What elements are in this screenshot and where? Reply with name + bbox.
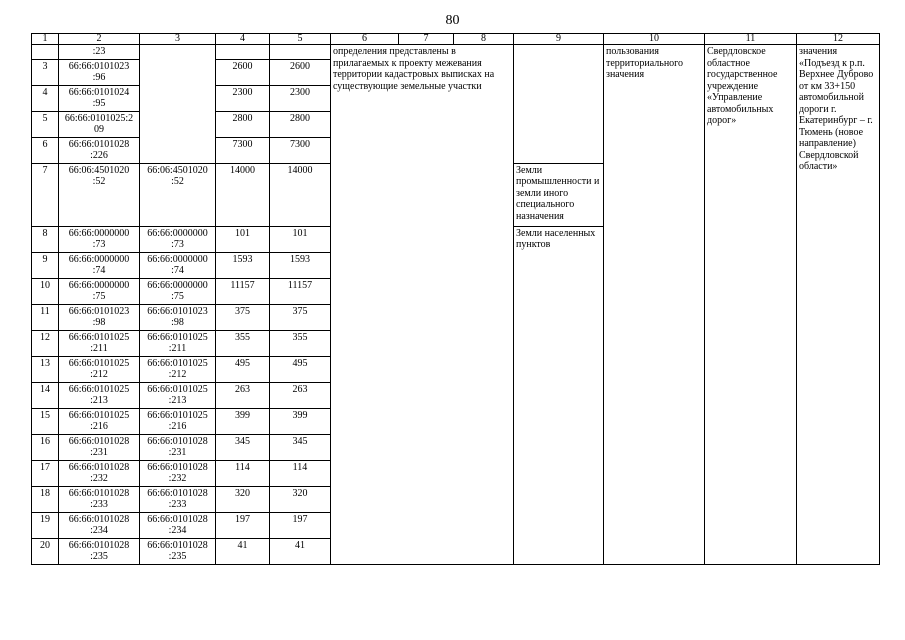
area-cell: 114 (270, 460, 331, 486)
area-cell: 2800 (216, 111, 270, 137)
row-number-cell: 14 (32, 382, 59, 408)
road-name-cell: значения «Подъезд к р.п. Верхнее Дуброво от км 33+150 автомобильной дороги г. Екатеринбург – г. Тюмень (новое направление) Свердловской области» (797, 45, 880, 565)
cadastral-number-cell: 66:66:0101025 :212 (59, 356, 140, 382)
cadastral-number-cell: 66:66:0101024 :95 (59, 85, 140, 111)
row-number-cell: 18 (32, 486, 59, 512)
area-cell: 2300 (216, 85, 270, 111)
row-number-cell: 3 (32, 59, 59, 85)
land-category-cell: Земли населенных пунктов (514, 226, 604, 564)
header-cell-6: 6 (331, 34, 399, 45)
cadastral-number-cell: 66:66:0000000 :73 (59, 226, 140, 252)
land-category-cell: Земли промышленности и земли иного специального назначения (514, 163, 604, 226)
cadastral-number-cell: 66:66:0101028 :235 (59, 538, 140, 564)
header-cell-1: 1 (32, 34, 59, 45)
area-cell: 14000 (270, 163, 331, 226)
area-cell: 2600 (216, 59, 270, 85)
header-cell-7: 7 (399, 34, 454, 45)
cadastral-number-cell: 66:66:0101028 :234 (140, 512, 216, 538)
area-cell: 197 (216, 512, 270, 538)
usage-cell: пользования территориального значения (604, 45, 705, 565)
cadastral-number-cell: 66:66:0101023 :98 (59, 304, 140, 330)
area-cell: 114 (216, 460, 270, 486)
area-cell: 320 (270, 486, 331, 512)
area-cell: 101 (216, 226, 270, 252)
row-number-cell: 5 (32, 111, 59, 137)
header-cell-4: 4 (216, 34, 270, 45)
area-cell (270, 45, 331, 60)
area-cell (216, 45, 270, 60)
area-cell: 2800 (270, 111, 331, 137)
area-cell: 399 (270, 408, 331, 434)
row-number-cell: 16 (32, 434, 59, 460)
header-cell-5: 5 (270, 34, 331, 45)
cadastral-number-cell: 66:66:0000000 :75 (59, 278, 140, 304)
area-cell: 7300 (270, 137, 331, 163)
area-cell: 399 (216, 408, 270, 434)
header-cell-8: 8 (454, 34, 514, 45)
cadastral-number-cell: 66:66:0101025 :211 (59, 330, 140, 356)
cadastral-number-cell: 66:66:0101028 :235 (140, 538, 216, 564)
row-number-cell: 4 (32, 85, 59, 111)
area-cell: 2300 (270, 85, 331, 111)
cadastral-number-cell: 66:66:0101023 :98 (140, 304, 216, 330)
header-cell-12: 12 (797, 34, 880, 45)
area-cell: 345 (216, 434, 270, 460)
cadastral-number-cell: 66:66:0000000 :74 (59, 252, 140, 278)
cadastral-number-cell: 66:66:0101028 :233 (140, 486, 216, 512)
header-cell-3: 3 (140, 34, 216, 45)
cadastral-number-cell: 66:66:0101025 :213 (140, 382, 216, 408)
organization-cell: Свердловское областное государственное учреждение «Управление автомобильных дорог» (705, 45, 797, 565)
row-number-cell: 9 (32, 252, 59, 278)
row-number-cell: 17 (32, 460, 59, 486)
row-number-cell: 12 (32, 330, 59, 356)
cadastral-number-cell: 66:66:0101028 :232 (59, 460, 140, 486)
cadastral-number-cell: 66:66:0000000 :74 (140, 252, 216, 278)
header-cell-9: 9 (514, 34, 604, 45)
cadastral-number-cell: 66:66:0101028 :231 (59, 434, 140, 460)
row-number-cell: 13 (32, 356, 59, 382)
area-cell: 1593 (216, 252, 270, 278)
area-cell: 14000 (216, 163, 270, 226)
area-cell: 41 (270, 538, 331, 564)
table-row (32, 45, 880, 60)
land-plots-table (31, 33, 880, 565)
row-number-cell: 8 (32, 226, 59, 252)
cadastral-number-cell: 66:66:0101028 :233 (59, 486, 140, 512)
cadastral-number-cell: 66:66:0101028 :232 (140, 460, 216, 486)
area-cell: 101 (270, 226, 331, 252)
page-number: 80 (445, 13, 460, 28)
area-cell: 1593 (270, 252, 331, 278)
area-cell: 263 (270, 382, 331, 408)
row-number-cell: 7 (32, 163, 59, 226)
area-cell: 11157 (270, 278, 331, 304)
cadastral-number-cell: 66:66:0101028 :231 (140, 434, 216, 460)
row-number-cell: 20 (32, 538, 59, 564)
cadastral-number-cell: 66:06:4501020 :52 (59, 163, 140, 226)
cadastral-number-cell: 66:66:0000000 :73 (140, 226, 216, 252)
area-cell: 375 (270, 304, 331, 330)
cadastral-number-cell: 66:66:0101025 :212 (140, 356, 216, 382)
area-cell: 263 (216, 382, 270, 408)
area-cell: 197 (270, 512, 331, 538)
header-cell-10: 10 (604, 34, 705, 45)
area-cell: 495 (216, 356, 270, 382)
area-cell: 355 (270, 330, 331, 356)
cadastral-number-cell: 66:66:0101025 :216 (59, 408, 140, 434)
cadastral-number-cell: 66:06:4501020 :52 (140, 163, 216, 226)
cadastral-number-cell: 66:66:0101025 :211 (140, 330, 216, 356)
cadastral-number-cell: 66:66:0101028 :226 (59, 137, 140, 163)
area-cell: 41 (216, 538, 270, 564)
cadastral-number-cell: 66:66:0101023 :96 (59, 59, 140, 85)
land-category-cell (514, 45, 604, 164)
area-cell: 495 (270, 356, 331, 382)
cadastral-number-cell: 66:66:0101025:2 09 (59, 111, 140, 137)
description-cell: определения представлены в прилагаемых к проекту межевания территории кадастровых выписках на существующие земельные участки (331, 45, 514, 565)
cadastral-number-cell: 66:66:0101025 :213 (59, 382, 140, 408)
row-number-cell: 19 (32, 512, 59, 538)
row-number-cell: 6 (32, 137, 59, 163)
table-header-row (32, 34, 880, 45)
area-cell: 375 (216, 304, 270, 330)
cadastral-number-cell (140, 45, 216, 164)
area-cell: 355 (216, 330, 270, 356)
area-cell: 2600 (270, 59, 331, 85)
row-number-cell (32, 45, 59, 60)
cadastral-number-cell: 66:66:0000000 :75 (140, 278, 216, 304)
row-number-cell: 10 (32, 278, 59, 304)
row-number-cell: 15 (32, 408, 59, 434)
area-cell: 7300 (216, 137, 270, 163)
row-number-cell: 11 (32, 304, 59, 330)
area-cell: 345 (270, 434, 331, 460)
area-cell: 320 (216, 486, 270, 512)
cadastral-number-cell: :23 (59, 45, 140, 60)
cadastral-number-cell: 66:66:0101028 :234 (59, 512, 140, 538)
header-cell-11: 11 (705, 34, 797, 45)
cadastral-number-cell: 66:66:0101025 :216 (140, 408, 216, 434)
header-cell-2: 2 (59, 34, 140, 45)
area-cell: 11157 (216, 278, 270, 304)
